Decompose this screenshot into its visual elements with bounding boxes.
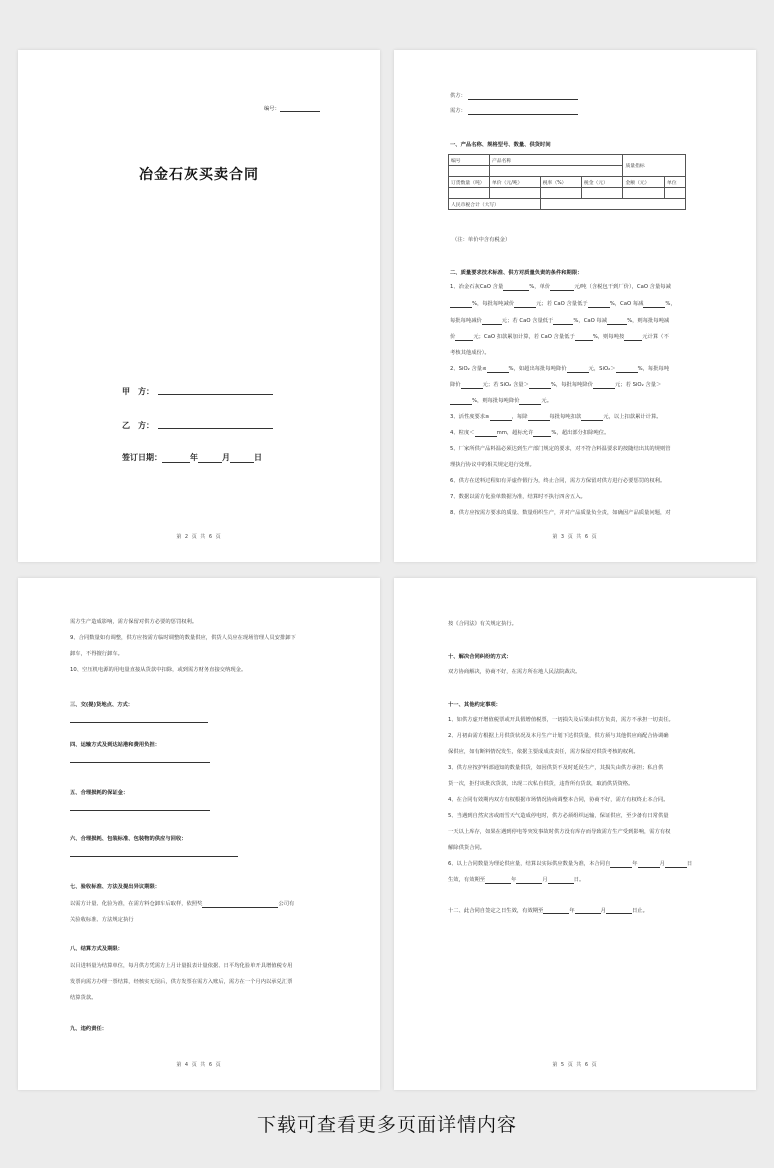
party-b-label: 乙 方：: [122, 421, 154, 430]
section-8-heading: 八、结算方式及期限：: [70, 946, 123, 952]
party-b-blank: [158, 428, 273, 429]
table-row: 编号 产品名称 质量指标: [449, 155, 686, 166]
download-caption: 下载可查看更多页面详情内容: [256, 1114, 517, 1136]
page-number: 第 3 页 共 6 页: [552, 534, 598, 540]
section-1-heading: 一、产品名称、规格型号、数量、供货时间: [450, 142, 551, 148]
contract-page-cover: [18, 50, 380, 562]
price-note: （注：单价中含有税金）: [452, 237, 511, 243]
year-label: 年: [190, 453, 198, 462]
section-9-heading: 九、违约责任：: [70, 1026, 108, 1032]
sign-date-row: [122, 452, 262, 463]
section-4-heading: 四、运输方式及到达站港和费用负担：: [70, 742, 161, 748]
contract-page-terms-1: 供方： 需方： 一、产品名称、规格型号、数量、供货时间 编号 产品名称 质量指标 订货数量（吨） 单价（元/吨） 税率（%） 税金（元） 金额（元） 单位 人民币税合计（大写） （注：单价中含有税金） 二、质量要求技术标准、供方对质量负责的条件和期限： 1、冶金石灰CaO 含量 %，单价 元/吨（含税包干到厂价），CaO 含量每减 %，每批每吨减价 元；若 CaO 含量低于 %，CaO 每减 %， 每批每吨减价 元；若 CaO 含量低于 %，CaO 每减 %，则每批每吨减 价 元；CaO 扣款累加计算，若 CaO 含量低于 %，则每吨按 元计算（不 考核其他成份）。 2、SiO₂ 含量≤ %，如超出每批每吨降价 元，SiO₂＞ %，每批每吨 降价 元；若 SiO₂ 含量＞ %，每批每吨降价 元；若 SiO₂ 含量＞ %，则每批每吨降价 元。 3、活性度要求≥ ，每降 每批每吨扣款 元，以上扣款累计计算。 4、粒度＜ mm，超标允许 %，超出部分扣除吨位。 5、厂家所供产品料温必须达到生产部门规定的要求，对不符合料温要求的按随结出其的规则管 理执行协议中的相关规定进行处理。 6、供方在送料过程如有弄虚作假行为，终止合同，需方方保留对供方进行必要惩罚的权利。 7、数据以需方化验单数据为准，结算时不执行四舍五入。 8、供方应按需方要求的质量、数量组织生产，并对产品质量负全责，如确因产品质量问题，对 第 3 页 共 6 页: [394, 50, 756, 562]
contract-number-blank: [280, 105, 320, 112]
section-2-heading: 二、质量要求技术标准、供方对质量负责的条件和期限：: [450, 270, 583, 276]
section-3-heading: 三、交(提)货地点、方式：: [70, 702, 134, 708]
page-number: 第 4 页 共 6 页: [176, 1062, 222, 1068]
table-row: 订货数量（吨） 单价（元/吨） 税率（%） 税金（元） 金额（元） 单位: [449, 177, 686, 188]
supplier-label: 供方：: [450, 93, 466, 99]
product-table: [448, 154, 686, 210]
section-10-heading: 十、解决合同纠纷的方式：: [448, 654, 512, 660]
page-number: 第 2 页 共 6 页: [176, 534, 222, 540]
contract-title: 冶金石灰买卖合同: [139, 167, 259, 183]
day-label: 日: [254, 453, 262, 462]
section-6-heading: 六、合理损耗、包装标准、包装物的供应与回收：: [70, 836, 187, 842]
contract-page-terms-2: 需方生产造成影响，需方保留对供方必要的惩罚权利。 9、合同数量如有调整，供方应按需方临时调整的数量供应，供货人员应在现场管理人员安排卸下 卸车，不得擅行卸车。 10、空压机电源的用电量直接从货款中扣除，或到需方财务直接交纳现金。 三、交(提)货地点、方式： 四、运输方式及到达站港和费用负担： 五、合理损耗的保证金： 六、合理损耗、包装标准、包装物的供应与回收： 七、验收标准、方法及提出异议期限： 以需方计量、化验为准，在需方料仓卸车后取样，依照奖 公司有 关验收标准、方法规定执行 八、结算方式及期限： 以目进料量为结算单位，每月供方凭需方上月计量报表计量依据、日平均化验单开具增值税专用 发票向需方办理一票结算，经核实无误后，供方发票在需方入账后，需方在一个月内以承兑汇票 结算货款。 九、违约责任： 第 4 页 共 6 页: [18, 578, 380, 1090]
section-5-heading: 五、合理损耗的保证金：: [70, 790, 129, 796]
month-label: 月: [222, 453, 230, 462]
table-row: 人民币税合计（大写）: [449, 199, 686, 210]
buyer-label: 需方：: [450, 108, 466, 114]
party-a-blank: [158, 394, 273, 395]
section-11-heading: 十一、其他约定事项：: [448, 702, 501, 708]
contract-page-terms-3: 按《合同法》有关规定执行。 十、解决合同纠纷的方式： 双方协商解决，协商不好，在需方所在地人民法院裁决。 十一、其他约定事项： 1、如供方虚开增值税票或开具假增值税票，一切损失及后果由供方负责，需方不承担一切责任。 2、月初由需方根据上月供货状况及本月生产计划下达供货量，供方须与其他供应商配合协调确 保供应，如有断料情况发生，依据主要成成责责任，需方保留对供货考核的权利。 3、供方应按护料部通知的数量供货，如因供货不及时延误生产，其损失由供方承担；私自供 货一次，拒付该批次货款，出现二次私自供货，违背所有货款，取消供货资格。 4、在合同有效期内双方有权根据市场情况协商调整本合同，协商不好，需方有权终止本合同。 5、当遇到自然灾害或雨雪天气造成停电时，供方必须组织运输，保证供应，至少备有日常供量 一天以上库存，如果在遇到停电等突发事故时供方没有库存而导致需方生产受到影响，需方有权 解除供货合同。 6、以上合同数量为理论供应量，结算以实际供应数量为准，本合同自 年 月 日 生效，有效期至 年 月 日。 十二、此合同自签定之日生效，有效期至 年 月 日止。 第 5 页 共 6 页: [394, 578, 756, 1090]
page-number: 第 5 页 共 6 页: [552, 1062, 598, 1068]
party-a-label: 甲 方：: [122, 387, 154, 396]
section-12-line: 十二、此合同自签定之日生效，有效期至 年 月 日止。: [448, 908, 648, 914]
contract-number-label: 编号：: [264, 106, 280, 112]
section-7-heading: 七、验收标准、方法及提出异议期限：: [70, 884, 161, 890]
table-row: [449, 188, 686, 199]
sign-date-label: 签订日期：: [122, 453, 162, 462]
